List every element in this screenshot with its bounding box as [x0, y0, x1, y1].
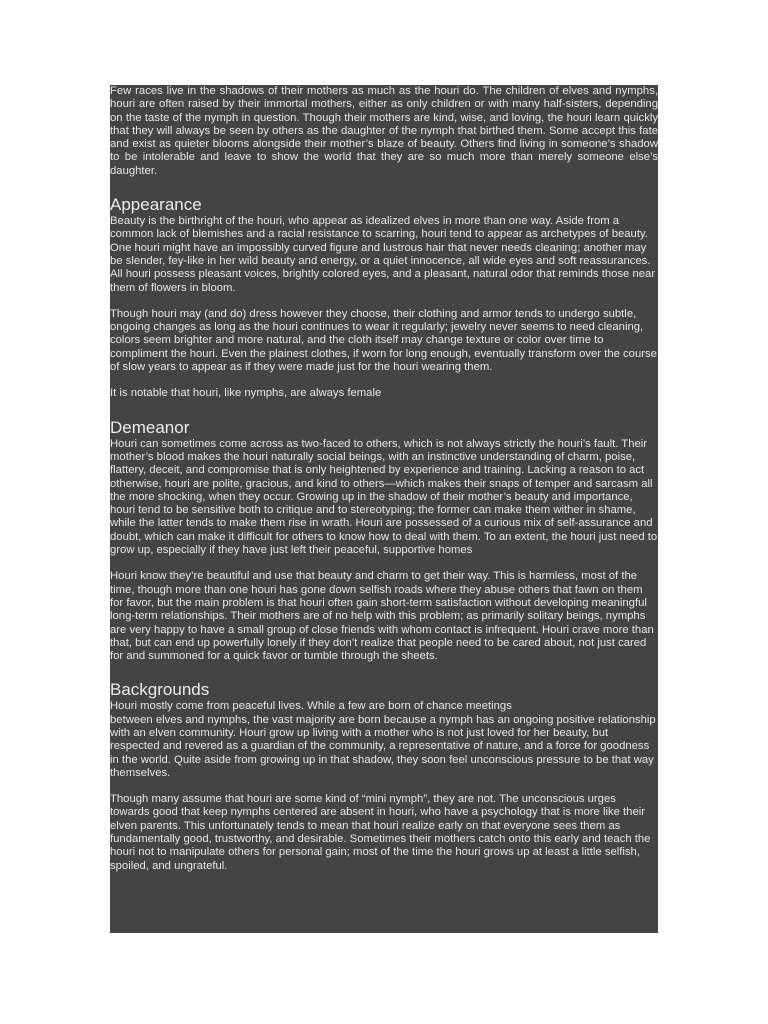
backgrounds-paragraph-1-line-1: Houri mostly come from peaceful lives. While a few are born of chance meetings — [110, 700, 512, 713]
spacer — [110, 178, 658, 195]
backgrounds-paragraph-1-rest: between elves and nymphs, the vast majority are born because a nymph has an ongoing positive relationship with an elven community. Houri grow up living with a mother who is not just loved for her beauty, but respected and revered as a guardian of the community, a representative of nature, and a force for goodness in the world. Quite aside from growing up in that shadow, they soon feel unconscious pressure to be that way themselves. — [110, 713, 656, 779]
intro-paragraph: Few races live in the shadows of their mothers as much as the houri do. The children of elves and nymphs, houri are often raised by their immortal mothers, either as only children or with many half-sisters, depending on the taste of the nymph in question. Though their mothers are kind, wise, and loving, the houri learn quickly that they will always be seen by others as the daughter of the nymph that birthed them. Some accept this fate and exist as quieter blooms alongside their mother’s blaze of beauty. Others find living in someone’s shadow to be intolerable and leave to show the world that they are so much more than merely someone else’s daughter. — [110, 85, 658, 177]
backgrounds-paragraph-1 — [110, 700, 658, 780]
spacer — [110, 780, 658, 793]
appearance-paragraph-2: Though houri may (and do) dress however they choose, their clothing and armor tends to undergo subtle, ongoing changes as long as the houri continues to wear it regularly; jewelry never seems to need cleaning, colors seem brighter and more natural, and the cloth itself may change texture or color over time to compliment the houri. Even the plainest clothes, if worn for long enough, eventually transform over the course of slow years to appear as if they were made just for the houri wearing them. — [110, 307, 657, 374]
appearance-paragraph-1: Beauty is the birthright of the houri, who appear as idealized elves in more than one way. Aside from a common lack of blemishes and a racial resistance to scarring, houri tend to appear as archetypes of beauty. One houri might have an impossibly curved figure and lustrous hair that never needs cleaning; another may be slender, fey-like in her wild beauty and energy, or a quiet innocence, all wide eyes and soft reassurances. All houri possess pleasant voices, brightly colored eyes, and a pleasant, natural odor that reminds those near them of flowers in bloom. — [110, 215, 656, 294]
document-page — [110, 85, 658, 933]
demeanor-paragraph-1: Houri can sometimes come across as two-faced to others, which is not always strictly the houri’s fault. Their mother’s blood makes the houri naturally social beings, with an instinctive understanding of charm, poise, flattery, deceit, and compromise that is only heightened by experience and training. Lacking a reason to act otherwise, houri are polite, gracious, and kind to others—which makes their snaps of temper and sarcasm all the more shocking, when they occur. Growing up in the shadow of their mother’s beauty and importance, houri tend to be sensitive both to critique and to stereotyping; the former can make them wither in shame, while the latter tends to make them rise in wrath. Houri are possessed of a curious mix of self-assurance and doubt, which can make it difficult for others to know how to deal with them. To an extent, the houri just need to grow up, especially if they have just left their peaceful, supportive homes — [110, 437, 658, 557]
spacer — [110, 295, 658, 308]
spacer — [110, 663, 658, 680]
appearance-paragraph-3: It is notable that houri, like nymphs, are always female — [110, 387, 382, 400]
appearance-heading: Appearance — [110, 195, 202, 215]
spacer — [110, 374, 658, 387]
backgrounds-heading: Backgrounds — [110, 680, 210, 700]
spacer — [110, 401, 658, 418]
backgrounds-paragraph-2: Though many assume that houri are some kind of “mini nymph”, they are not. The unconscious urges towards good that keep nymphs centered are absent in houri, who have a psychology that is more like their elven parents. This unfortunately tends to mean that houri realize early on that everyone sees them as fundamentally good, trustworthy, and desirable. Sometimes their mothers catch onto this early and teach the houri not to manipulate others for personal gain; most of the time the houri grows up at least a little selfish, spoiled, and ungrateful. — [110, 793, 651, 872]
spacer — [110, 557, 658, 570]
demeanor-heading: Demeanor — [110, 417, 190, 437]
demeanor-paragraph-2: Houri know they’re beautiful and use that beauty and charm to get their way. This is harmless, most of the time, though more than one houri has gone down selfish roads where they abuse others that fawn on them for favor, but the main problem is that houri often gain short-term satisfaction without developing meaningful long-term relationships. Their mothers are of no help with this problem; as primarily solitary beings, nymphs are very happy to have a small group of close friends with whom contact is infrequent. Houri crave more than that, but can end up powerfully lonely if they don’t realize that people need to be cared about, not just cared for and summoned for a quick favor or tumble through the sheets. — [110, 570, 654, 663]
